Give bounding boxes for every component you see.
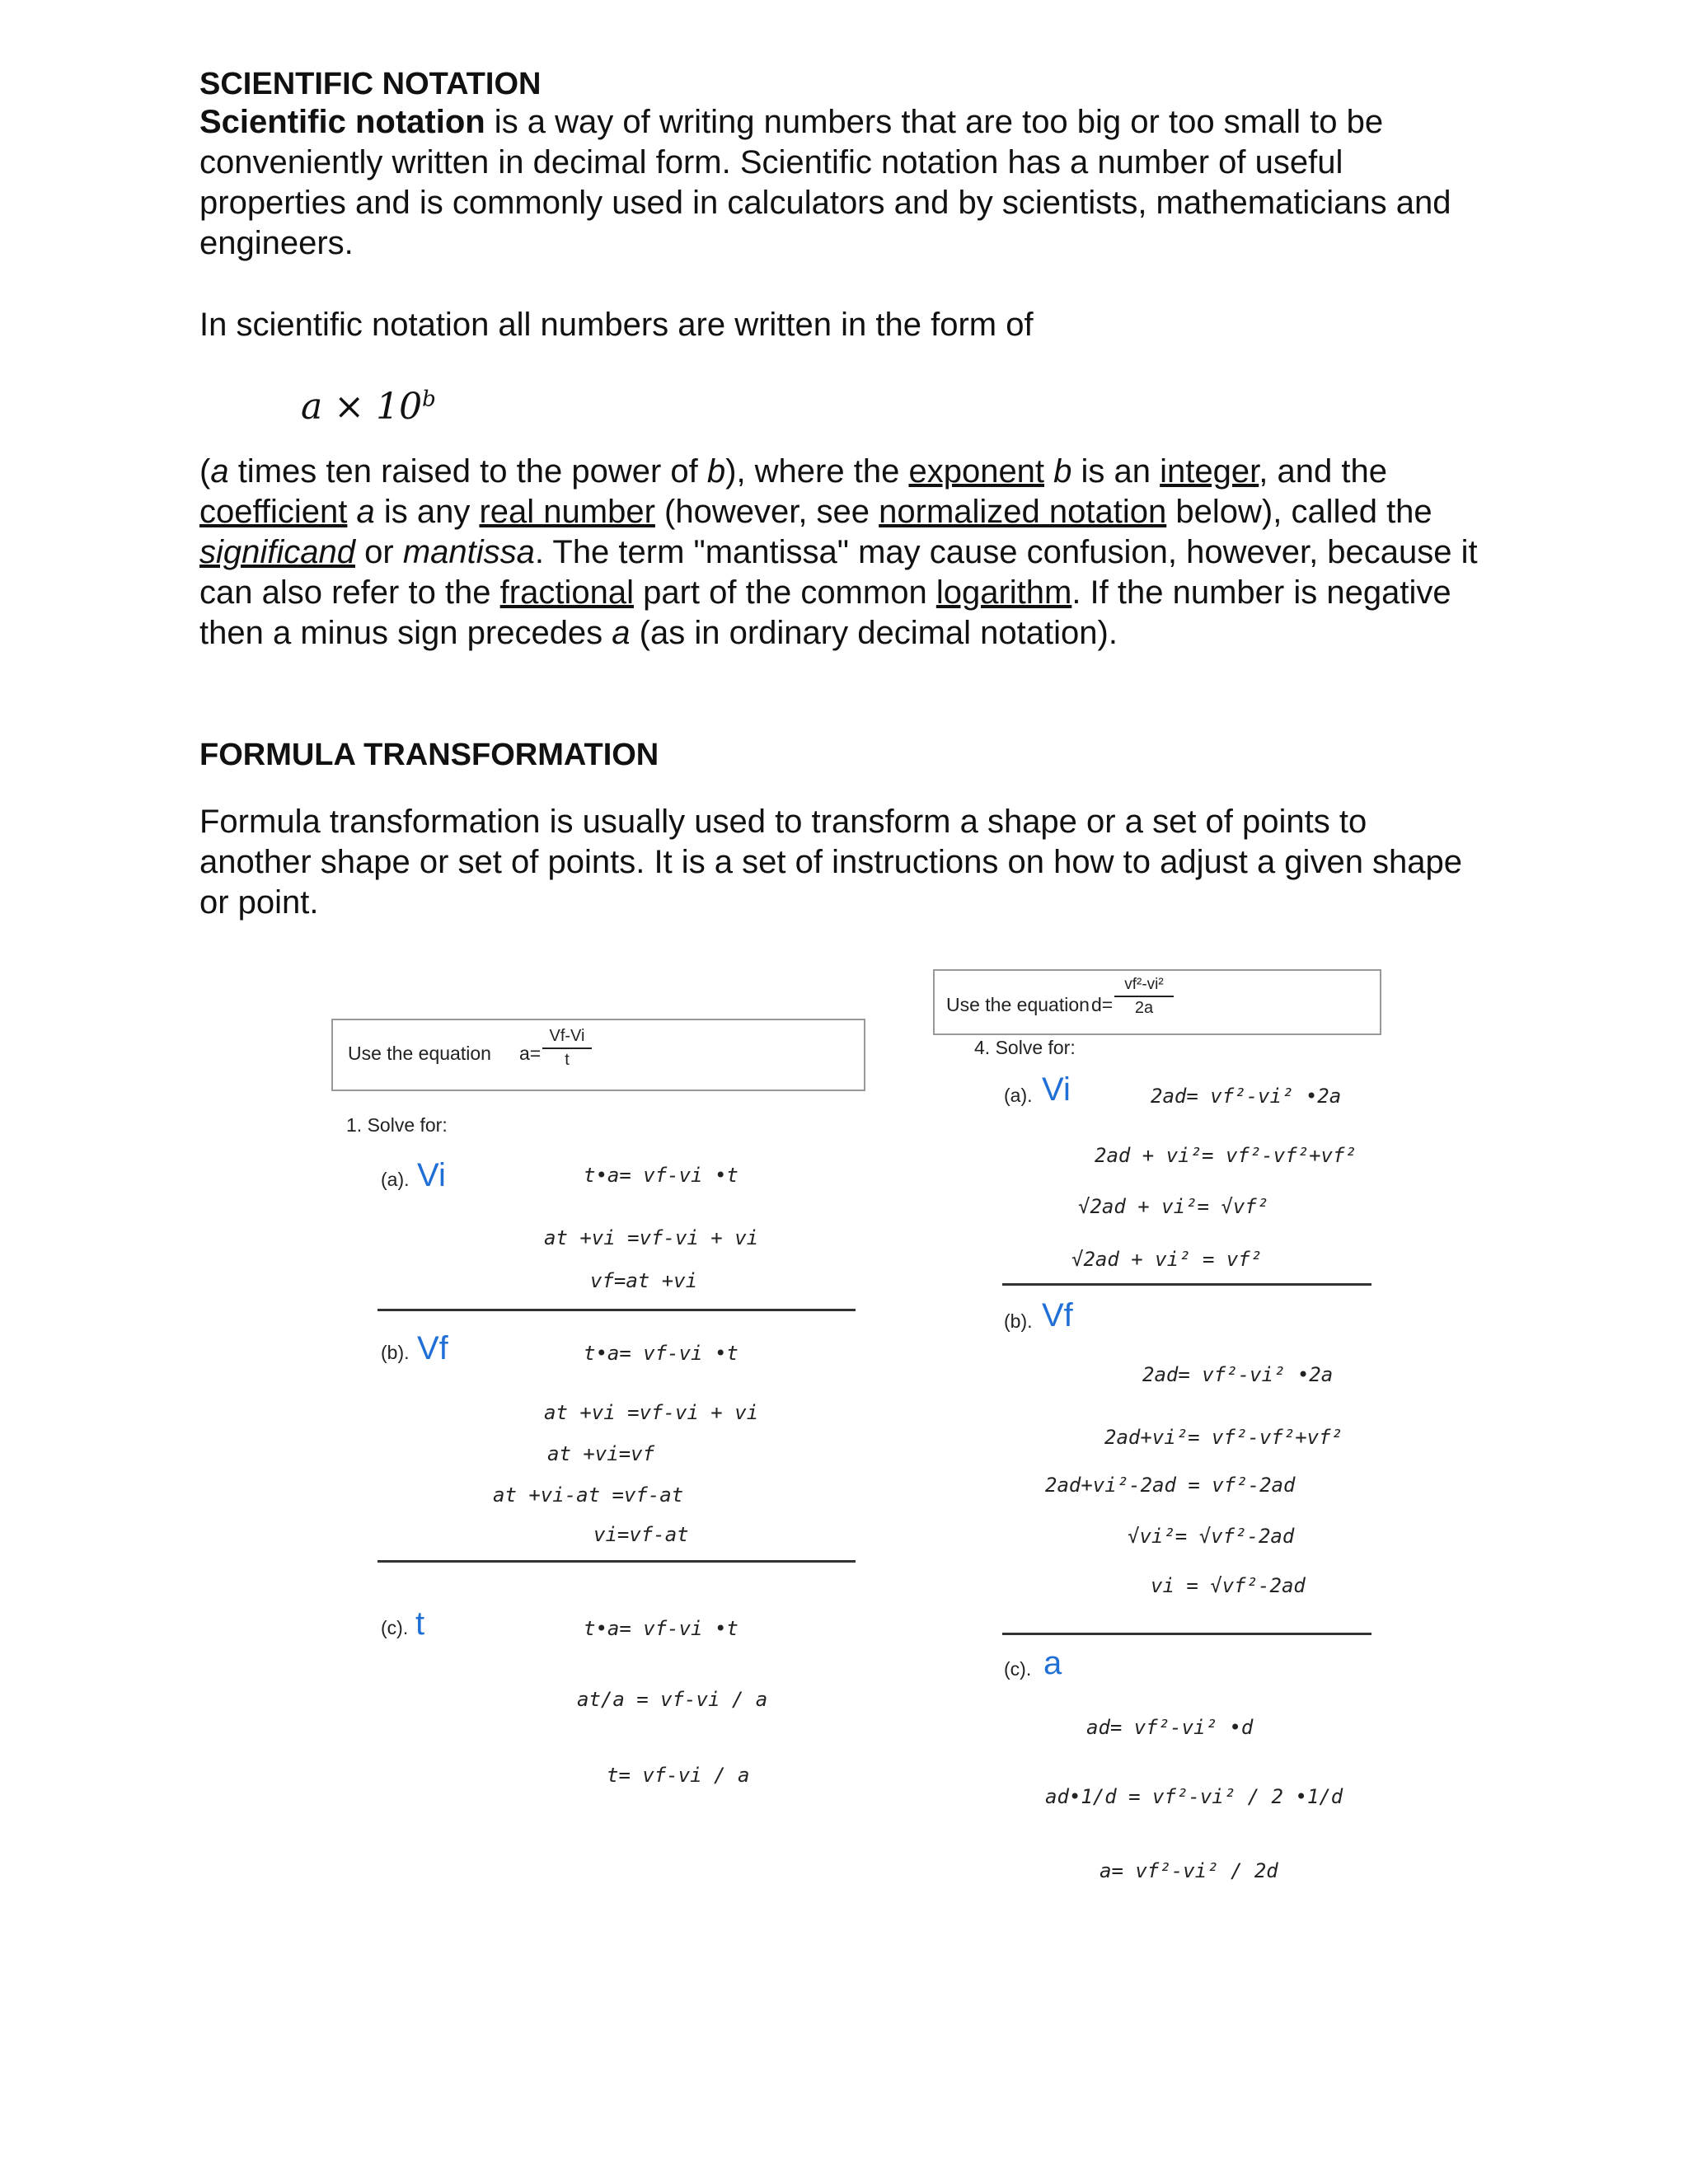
link-significand[interactable]: significand	[199, 534, 356, 570]
left-c-step-2: at/a = vf-vi / a	[577, 1688, 768, 1711]
left-c-step-1: t•a= vf-vi •t	[584, 1617, 738, 1640]
left-b-label: (b).	[381, 1342, 410, 1363]
link-integer[interactable]: integer	[1160, 453, 1259, 490]
right-b-var: Vf	[1042, 1297, 1073, 1333]
sci-formula	[301, 386, 436, 428]
right-divider-1	[1002, 1283, 1372, 1286]
right-b-step-1: 2ad= vf²-vi² •2a	[1142, 1363, 1334, 1386]
right-c-step-3: a= vf²-vi² / 2d	[1100, 1859, 1278, 1882]
sci-heading: SCIENTIFIC NOTATION	[199, 67, 542, 101]
right-c-step-1: ad= vf²-vi² •d	[1086, 1716, 1254, 1739]
box-eq-lhs: a=	[519, 1043, 542, 1064]
left-b-step-4: at +vi-at =vf-at	[493, 1483, 684, 1507]
link-exponent[interactable]: exponent	[908, 453, 1045, 490]
ft-heading: FORMULA TRANSFORMATION	[199, 738, 659, 772]
right-divider-2	[1002, 1633, 1372, 1635]
left-c-label: (c).	[381, 1617, 409, 1638]
left-equation-box	[331, 1019, 865, 1091]
left-a-step-3: vf=at +vi	[590, 1269, 698, 1292]
right-a-step-4: √2ad + vi² = vf²	[1071, 1248, 1263, 1271]
right-b-step-3: 2ad+vi²-2ad = vf²-2ad	[1045, 1474, 1296, 1497]
box-eq-lhs: d=	[1091, 994, 1114, 1015]
sci-p1-text: is a way of writing numbers that are too big or too small to be conveniently written in decimal form. Scientific notation has a number of useful properties and is commonly used in calculators and by scientists, mathematicians and engineers.	[199, 104, 1451, 261]
left-divider-1	[377, 1309, 856, 1311]
right-a-label: (a).	[1004, 1085, 1033, 1106]
right-b-step-2: 2ad+vi²= vf²-vf²+vf²	[1104, 1426, 1343, 1449]
link-logarithm[interactable]: logarithm	[935, 574, 1072, 611]
right-a-step-3: √2ad + vi²= √vf²	[1078, 1195, 1269, 1218]
formula-exponent: b	[422, 387, 436, 412]
left-a-step-2: at +vi =vf-vi + vi	[544, 1226, 759, 1249]
link-coefficient[interactable]: coefficient	[199, 494, 348, 530]
box-label: Use the equation	[946, 994, 1090, 1015]
left-b-step-2: at +vi =vf-vi + vi	[544, 1401, 759, 1424]
left-c-step-3: t= vf-vi / a	[607, 1764, 750, 1787]
left-solve-label: 1. Solve for:	[346, 1114, 448, 1136]
sci-paragraph-1	[199, 102, 1485, 264]
left-b-step-1: t•a= vf-vi •t	[584, 1342, 738, 1365]
left-a-label: (a).	[381, 1169, 410, 1190]
right-a-step-1: 2ad= vf²-vi² •2a	[1151, 1085, 1342, 1108]
left-b-step-3: at +vi=vf	[547, 1442, 655, 1465]
right-c-step-2: ad•1/d = vf²-vi² / 2 •1/d	[1045, 1785, 1343, 1808]
right-b-step-4: √vi²= √vf²-2ad	[1128, 1525, 1295, 1548]
link-real-number[interactable]: real number	[479, 494, 655, 530]
left-divider-2	[377, 1560, 856, 1563]
left-a-step-1: t•a= vf-vi •t	[584, 1164, 738, 1187]
right-b-label: (b).	[1004, 1310, 1033, 1332]
right-a-var: Vi	[1042, 1071, 1071, 1108]
sci-term-bold: Scientific notation	[199, 104, 485, 140]
link-normalized-notation[interactable]: normalized notation	[879, 494, 1167, 530]
sci-paragraph-2: In scientific notation all numbers are written in the form of	[199, 307, 1034, 343]
box-fraction: vf²-vi² 2a	[1114, 976, 1174, 1018]
right-c-label: (c).	[1004, 1658, 1032, 1680]
right-c-var: a	[1043, 1645, 1062, 1681]
left-b-var: Vf	[417, 1330, 448, 1366]
sci-paragraph-3: (a times ten raised to the power of b), where the exponent b is an integer, and the coefficient a is any real number (however, see normalized notation below), called the significand or mantissa. The term "mantissa" may cause confusion, however, because it can also refer to the fractional part of the common logarithm. If the number is negative then a minus sign precedes a (as in ordinary decimal notation).	[199, 453, 1478, 651]
left-b-step-5: vi=vf-at	[593, 1523, 689, 1546]
right-equation-box	[933, 969, 1381, 1035]
box-fraction: Vf-Vi t	[542, 1027, 592, 1070]
right-solve-label: 4. Solve for:	[974, 1037, 1076, 1058]
ft-paragraph: Formula transformation is usually used to transform a shape or a set of points to another shape or set of points. It is a set of instructions on how to adjust a given shape or point.	[199, 804, 1463, 921]
box-label: Use the equation	[348, 1043, 491, 1064]
left-c-var: t	[415, 1605, 425, 1642]
link-fractional[interactable]: fractional	[499, 574, 634, 611]
right-a-step-2: 2ad + vi²= vf²-vf²+vf²	[1095, 1144, 1357, 1167]
right-b-step-5: vi = √vf²-2ad	[1151, 1574, 1306, 1597]
left-a-var: Vi	[417, 1157, 446, 1193]
formula-base: a × 10	[301, 386, 423, 428]
